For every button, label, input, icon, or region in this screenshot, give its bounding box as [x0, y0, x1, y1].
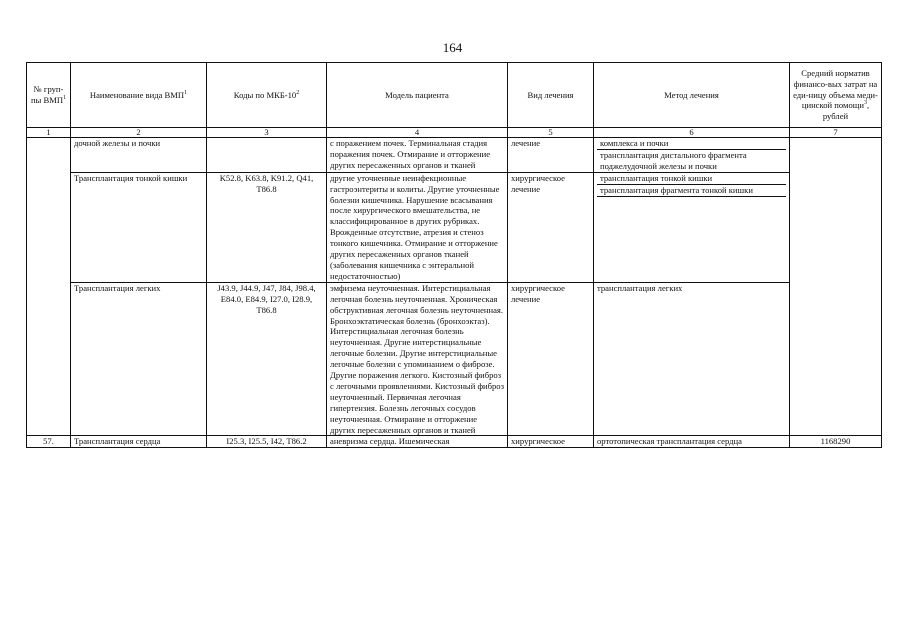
- header-group-number: № груп-пы ВМП$^1$: [27, 63, 71, 128]
- vmp-name-cell: Трансплантация тонкой кишки: [71, 172, 207, 282]
- header-average-cost: Средний норматив финансо-вых затрат на еди-ницу объема меди-цинской помощи$^3$, рублей: [790, 63, 882, 128]
- vmp-table: [26, 62, 882, 448]
- header-treatment-type: Вид лечения: [508, 63, 594, 128]
- group-number-cell: [27, 138, 71, 436]
- table-row: [27, 282, 882, 436]
- column-number: 7: [790, 128, 882, 138]
- column-number: 1: [27, 128, 71, 138]
- treatment-type-cell: хирургическое: [508, 436, 594, 448]
- group-number-cell: 57.: [27, 436, 71, 448]
- column-number: 4: [327, 128, 508, 138]
- patient-model-cell: с поражением почек. Терминальная стадия поражения почек. Отмирание и отторжение других пересаженных органов и тканей: [327, 138, 508, 173]
- table-row: [27, 436, 882, 448]
- average-cost-cell: 1168290: [790, 436, 882, 448]
- vmp-name-cell: дочной железы и почки: [71, 138, 207, 173]
- column-number: 5: [508, 128, 594, 138]
- treatment-method-cell: [594, 138, 790, 173]
- header-treatment-method: Метод лечения: [594, 63, 790, 128]
- vmp-name-cell: Трансплантация сердца: [71, 436, 207, 448]
- icd-codes-cell: [207, 138, 327, 173]
- treatment-method-cell: трансплантация легких: [594, 282, 790, 436]
- column-number: 2: [71, 128, 207, 138]
- table-row: [27, 172, 882, 282]
- column-number: 6: [594, 128, 790, 138]
- patient-model-cell: эмфизема неуточненная. Интерстициальная легочная болезнь неуточненная. Хроническая обструктивная легочная болезнь неуточненная. Бронхоэктатическая болезнь (бронхоэктаз). Интерстициальная легочная болезнь неуточненная. Другие интерстициальные легочные болезни. Другие интерстициальные легочные болезни с упоминанием о фиброзе. Другие поражения легкого. Кистозный фиброз с легочными проявлениями. Кистозный фиброз неуточненный. Первичная легочная гипертензия. Болезнь легочных сосудов неуточненная. Отмирание и отторжение других пересаженных органов и тканей: [327, 282, 508, 436]
- page-number: 164: [442, 40, 463, 55]
- vmp-name-cell: Трансплантация легких: [71, 282, 207, 436]
- header-vmp-name: Наименование вида ВМП$^1$: [71, 63, 207, 128]
- table-row: [27, 138, 882, 173]
- column-number: 3: [207, 128, 327, 138]
- column-number-row: [27, 128, 882, 138]
- header-patient-model: Модель пациента: [327, 63, 508, 128]
- table-header-row: [27, 63, 882, 128]
- treatment-type-cell: хирургическое лечение: [508, 172, 594, 282]
- patient-model-cell: другие уточненные неинфекционные гастроэнтериты и колиты. Другие уточненные болезни кишечника. Нарушение всасывания после хирургического вмешательства, не классифицированное в других рубриках. Врожденные отсутствие, атрезия и стеноз тонкого кишечника. Отмирание и отторжение других пересаженных органов тканей (заболевания кишечника с энтеральной недостаточностью): [327, 172, 508, 282]
- treatment-method-item: трансплантация фрагмента тонкой кишки: [597, 185, 786, 197]
- average-cost-cell: [790, 138, 882, 436]
- treatment-type-cell: лечение: [508, 138, 594, 173]
- treatment-method-item: трансплантация дистального фрагмента поджелудочной железы и почки: [600, 149, 747, 171]
- treatment-method-item: комплекса и почки: [597, 138, 786, 150]
- icd-codes-cell: I25.3, I25.5, I42, T86.2: [207, 436, 327, 448]
- treatment-type-cell: хирургическое лечение: [508, 282, 594, 436]
- treatment-method-item: трансплантация тонкой кишки: [597, 173, 786, 185]
- treatment-method-cell: [594, 172, 790, 282]
- patient-model-cell: аневризма сердца. Ишемическая: [327, 436, 508, 448]
- header-icd-codes: Коды по МКБ-$10^2$: [207, 63, 327, 128]
- treatment-method-cell: ортотопическая трансплантация сердца: [594, 436, 790, 448]
- icd-codes-cell: K52.8, K63.8, K91.2, Q41, T86.8: [207, 172, 327, 282]
- icd-codes-cell: J43.9, J44.9, J47, J84, J98.4, E84.0, E84.9, I27.0, I28.9, T86.8: [207, 282, 327, 436]
